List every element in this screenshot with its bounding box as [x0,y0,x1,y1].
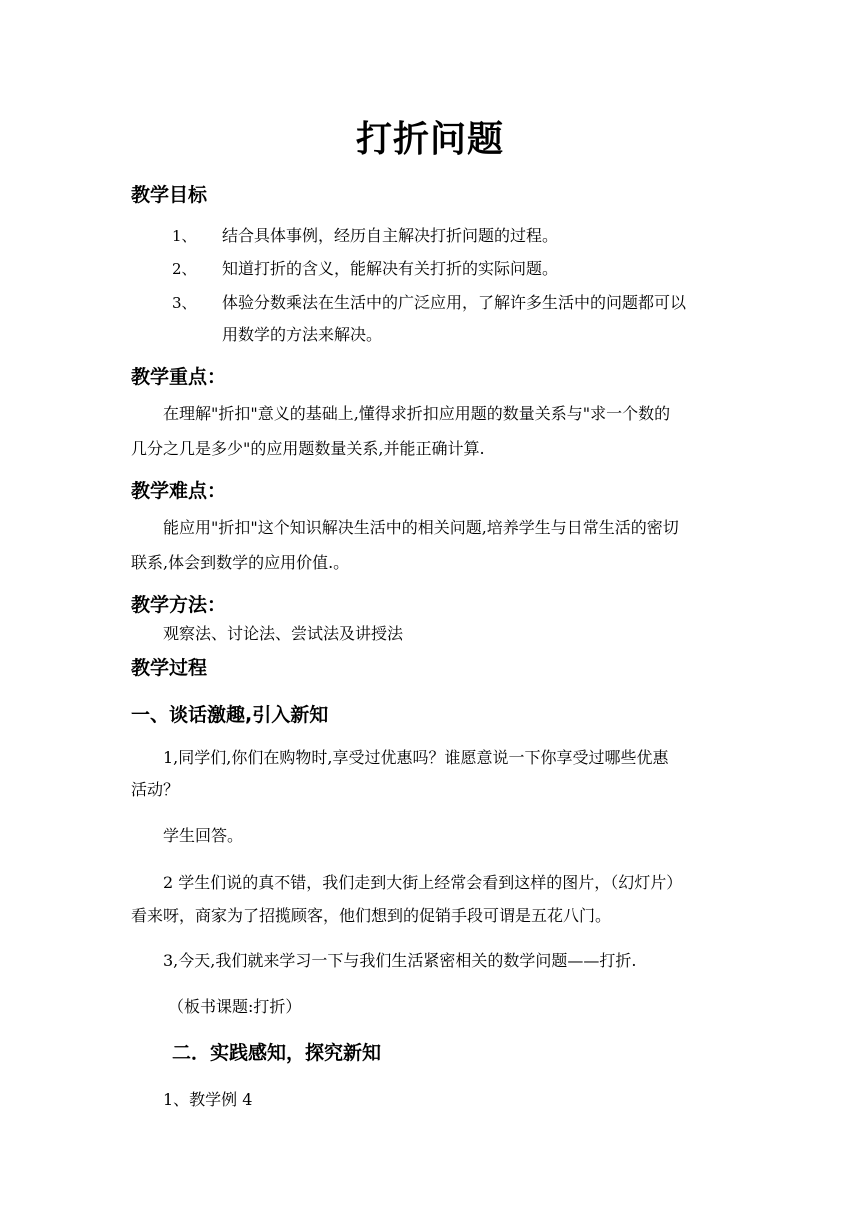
difficulties-line: 能应用"折扣"这个知识解决生活中的相关问题,培养学生与日常生活的密切 [163,518,679,537]
objective-text: 结合具体事例，经历自主解决打折问题的过程。 [222,226,559,245]
difficulties-line: 联系,体会到数学的应用价值.。 [131,553,350,572]
section1-paragraph: 学生回答。 [163,826,244,845]
difficulties-heading: 教学难点： [131,480,227,502]
process-heading: 教学过程 [131,657,208,679]
page-title: 打折问题 [355,118,504,160]
objective-text: 知道打折的含义，能解决有关打折的实际问题。 [222,259,559,278]
section1-paragraph: 1,同学们,你们在购物时,享受过优惠吗？谁愿意说一下你享受过哪些优惠 [163,748,669,767]
objective-number: 1、 [172,227,197,245]
section1-paragraph: 看来呀，商家为了招揽顾客，他们想到的促销手段可谓是五花八门。 [131,906,612,925]
section1-paragraph: 3,今天,我们就来学习一下与我们生活紧密相关的数学问题——打折. [163,951,637,970]
section1-paragraph: 2 学生们说的真不错，我们走到大街上经常会看到这样的图片，（幻灯片） [163,873,683,892]
objective-number: 3、 [172,294,197,312]
board-note: （板书课题:打折） [168,997,302,1016]
section1-heading: 一、谈话激趣,引入新知 [131,704,329,726]
objectives-heading: 教学目标 [131,184,208,206]
key-points-line: 几分之几是多少"的应用题数量关系,并能正确计算. [131,439,485,458]
key-points-heading: 教学重点： [131,366,227,388]
key-points-line: 在理解"折扣"意义的基础上,懂得求折扣应用题的数量关系与"求一个数的 [163,404,671,423]
section2-heading: 二．实践感知，探究新知 [172,1042,382,1064]
section2-paragraph: 1、教学例 4 [163,1090,253,1109]
methods-text: 观察法、讨论法、尝试法及讲授法 [163,624,404,643]
objective-text-continued: 用数学的方法来解决。 [222,325,383,344]
methods-heading: 教学方法： [131,594,227,616]
objective-number: 2、 [172,260,197,278]
section1-paragraph: 活动？ [131,780,180,799]
objective-text: 体验分数乘法在生活中的广泛应用，了解许多生活中的问题都可以 [222,293,687,312]
